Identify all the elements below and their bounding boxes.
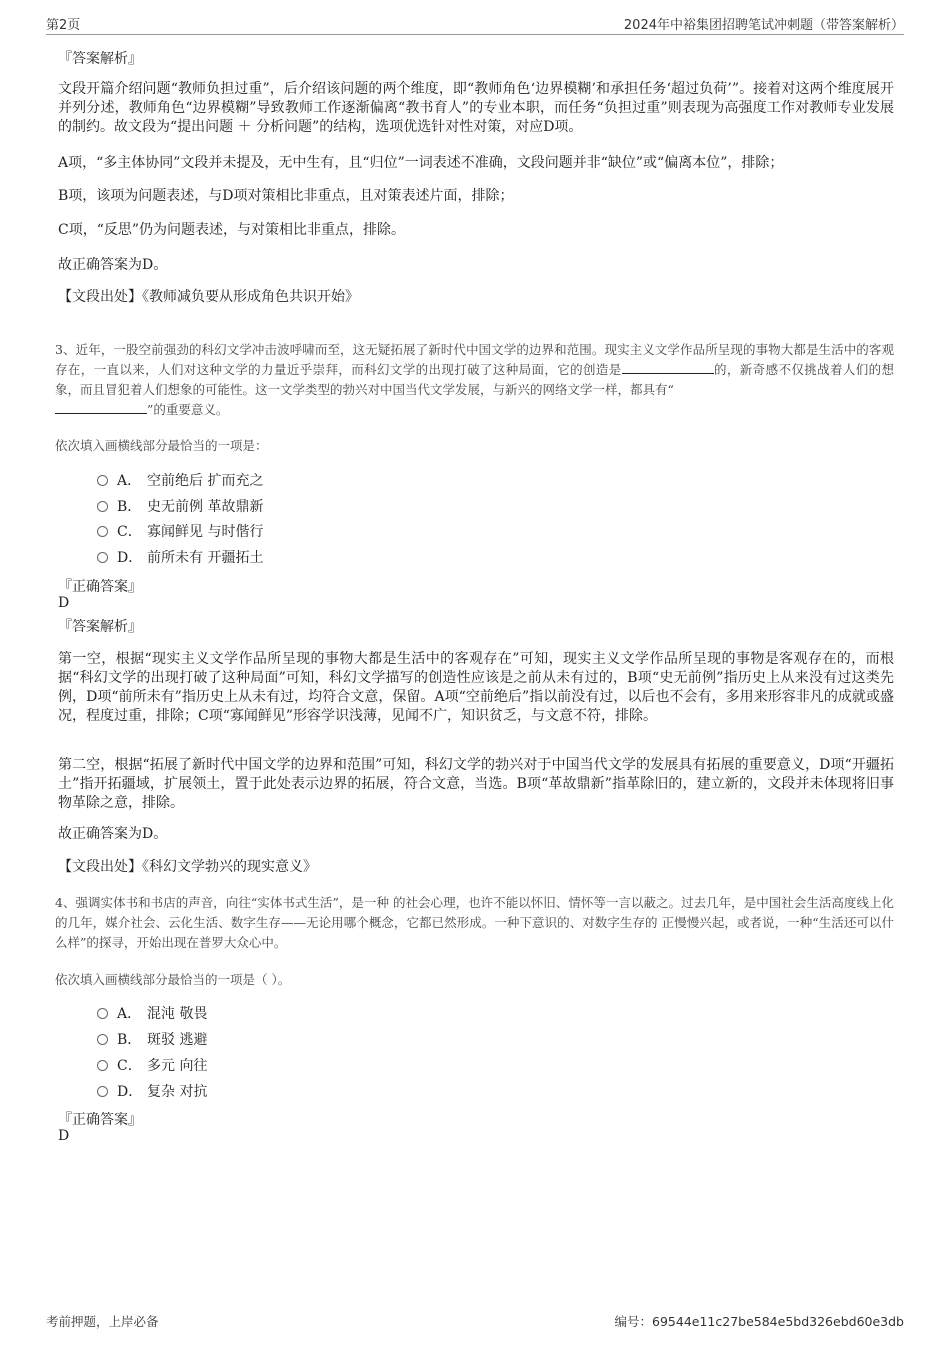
document-id: 编号：69544e11c27be584e5bd326ebd60e3db [614,1314,904,1329]
analysis-paragraph-1: 第一空，根据“现实主义文学作品所呈现的事物大都是生活中的客观存在”可知，现实主义文学作品所呈现的事物是客观存在的，而根据“科幻文学的出现打破了这种局面”可知，科幻文学描写的创造性应该是之前从未有过的，B项“史无前例”指历史上从来没有过这类先例，D项“前所未有”指历史上从未有过，均符合文意，保留。A项“空前绝后”指以前没有过，以后也不会有，多用来形容非凡的成就或盛况，程度过重，排除；C项“寡闻鲜见”形容学识浅薄，见闻不广，知识贫乏，与文意不符，排除。 [58,651,894,724]
question-3-instruction: 依次填入画横线部分最恰当的一项是： [55,438,268,453]
radio-button[interactable] [97,1086,108,1097]
question-3-option-b[interactable]: B． 史无前例 革故鼎新 [97,496,263,516]
answer-conclusion: 故正确答案为D。 [58,826,168,842]
radio-button[interactable] [97,501,108,512]
question-3-stem-part-1: 3、近年，一股空前强劲的科幻文学冲击波呼啸而至，这无疑拓展了新时代中国文学的边界和范围。现实主义文学作品所呈现的事物大都是生活中的客观存在，一直以来，人们对这种文学的力量近乎崇拜，而科幻文学的出现打破了这种局面，它的创造是 [55,342,894,377]
document-title: 2024年中裕集团招聘笔试冲刺题（带答案解析） [623,18,904,33]
radio-button[interactable] [97,552,108,563]
answer-conclusion: 故正确答案为D。 [58,257,168,273]
question-4-option-d[interactable]: D． 复杂 对抗 [97,1081,207,1101]
page-number: 第2页 [46,18,81,33]
radio-button[interactable] [97,1060,108,1071]
radio-button[interactable] [97,526,108,537]
question-4-instruction: 依次填入画横线部分最恰当的一项是（ ）。 [55,972,291,987]
question-4-option-b[interactable]: B． 斑驳 逃避 [97,1029,207,1049]
correct-answer-value: D [58,1128,70,1144]
question-4-stem: 4、强调实体书和书店的声音，向往“实体书式生活”，是一种 的社会心理，也许不能以怀旧、情怀等一言以蔽之。过去几年，是中国社会生活高度线上化的几年，媒介社会、云化生活、数字生存——无论用哪个概念，它都已然形成。一种下意识的、对数字生存的 正慢慢兴起，或者说，一种“生活还可以什么样”的探寻，开始出现在普罗大众心中。 [55,895,894,950]
radio-button[interactable] [97,1034,108,1045]
analysis-paragraph-1: 文段开篇介绍问题“教师负担过重”，后介绍该问题的两个维度，即“教师角色‘边界模糊’和承担任务‘超过负荷’”。接着对这两个维度展开并列分述，教师角色“边界模糊”导致教师工作逐渐偏离“教书育人”的专业本职，而任务“负担过重”则表现为高强度工作对教师专业发展的制约。故文段为“提出问题 ＋ 分析问题”的结构，选项优选针对性对策，对应D项。 [58,81,894,135]
analysis-label: 『答案解析』 [58,619,142,635]
analysis-paragraph-2: 第二空，根据“拓展了新时代中国文学的边界和范围”可知，科幻文学的勃兴对于中国当代文学的发展具有拓展的重要意义，D项“开疆拓土”指开拓疆域，扩展领土，置于此处表示边界的拓展，符合文意，当选。B项“革故鼎新”指革除旧的，建立新的，文段并未体现将旧事物革除之意，排除。 [58,757,894,811]
question-3-stem-part-2: 的，新奇感不仅挑战着人们的想象，而且冒犯着人们想象的可能性。这一文学类型的勃兴对中国当代文学发展，与新兴的网络文学一样，都具有“ [55,362,894,397]
fill-blank [55,401,147,414]
question-3-stem [55,340,894,420]
question-3-stem-part-3: ”的重要意义。 [147,402,229,417]
source-citation: 【文段出处】《教师减负要从形成角色共识开始》 [58,289,359,305]
page-header [46,14,904,35]
page-footer [46,1312,904,1332]
correct-answer-label: 『正确答案』 [58,579,142,595]
correct-answer-value: D [58,595,70,611]
analysis-paragraph-4: C项，“反思”仍为问题表述，与对策相比非重点，排除。 [58,222,406,238]
fill-blank [622,361,714,374]
question-3-option-c[interactable]: C． 寡闻鲜见 与时偕行 [97,521,263,541]
radio-button[interactable] [97,475,108,486]
analysis-paragraph-2: A项，“多主体协同”文段并未提及，无中生有，且“归位”一词表述不准确，文段问题并非“缺位”或“偏离本位”，排除； [58,155,784,171]
radio-button[interactable] [97,1008,108,1019]
source-citation: 【文段出处】《科幻文学勃兴的现实意义》 [58,859,317,875]
analysis-label: 『答案解析』 [58,51,142,67]
question-3-option-a[interactable]: A． 空前绝后 扩而充之 [97,470,263,490]
analysis-paragraph-3: B项，该项为问题表述，与D项对策相比非重点，且对策表述片面，排除； [58,188,514,204]
footer-slogan: 考前押题，上岸必备 [46,1314,159,1329]
question-3-option-d[interactable]: D． 前所未有 开疆拓土 [97,547,263,567]
correct-answer-label: 『正确答案』 [58,1112,142,1128]
question-4-option-a[interactable]: A． 混沌 敬畏 [97,1003,207,1023]
question-4-option-c[interactable]: C． 多元 向往 [97,1055,207,1075]
